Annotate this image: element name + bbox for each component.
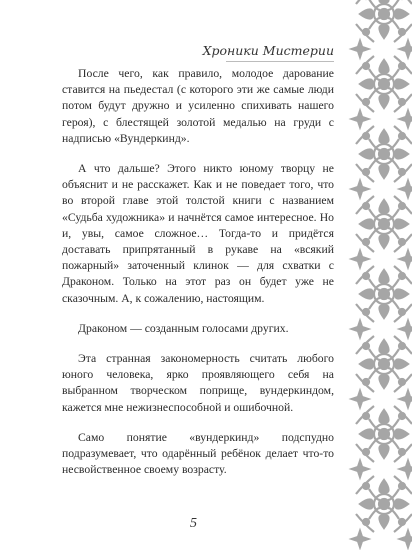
paragraph: Само понятие «вундеркинд» подспудно подразумевает, что одарённый ребёнок делает что-то несвойственное своему возрасту. — [62, 430, 334, 477]
header-rule — [226, 61, 334, 62]
page-body — [62, 66, 334, 492]
running-title: Хроники Мистерии — [202, 43, 334, 58]
paragraph: После чего, как правило, молодое дарование ставится на пьедестал (с которого эти же самые люди потом будут дружно и усиленно спихивать нашего героя), с блестящей золотой медалью на груди с надписью «Вундеркинд». — [62, 67, 334, 145]
paragraph: Драконом — созданным голосами других. — [78, 321, 289, 335]
lace-ornament-icon — [348, 0, 412, 550]
page-number: 5 — [190, 516, 197, 531]
paragraph: А что дальше? Этого никто юному творцу не объяснит и не расскажет. Как и не поведает того, что во второй главе этой толстой книги с названием «Судьба художника» и начнётся самое интересное. Но и, увы, самое сложное… Тогда-то и придётся доставать припрятанный в рукаве на «всякий пожарный» заточенный клинок — для схватки с Драконом. Только на этот раз он будет уже не сказочным. А, к сожалению, настоящим. — [62, 162, 334, 305]
paragraph: Эта странная закономерность считать любого юного человека, ярко проявляющего себя на выбранном творческом поприще, вундеркиндом, кажется мне нежизнеспособной и ошибочной. — [62, 352, 334, 414]
